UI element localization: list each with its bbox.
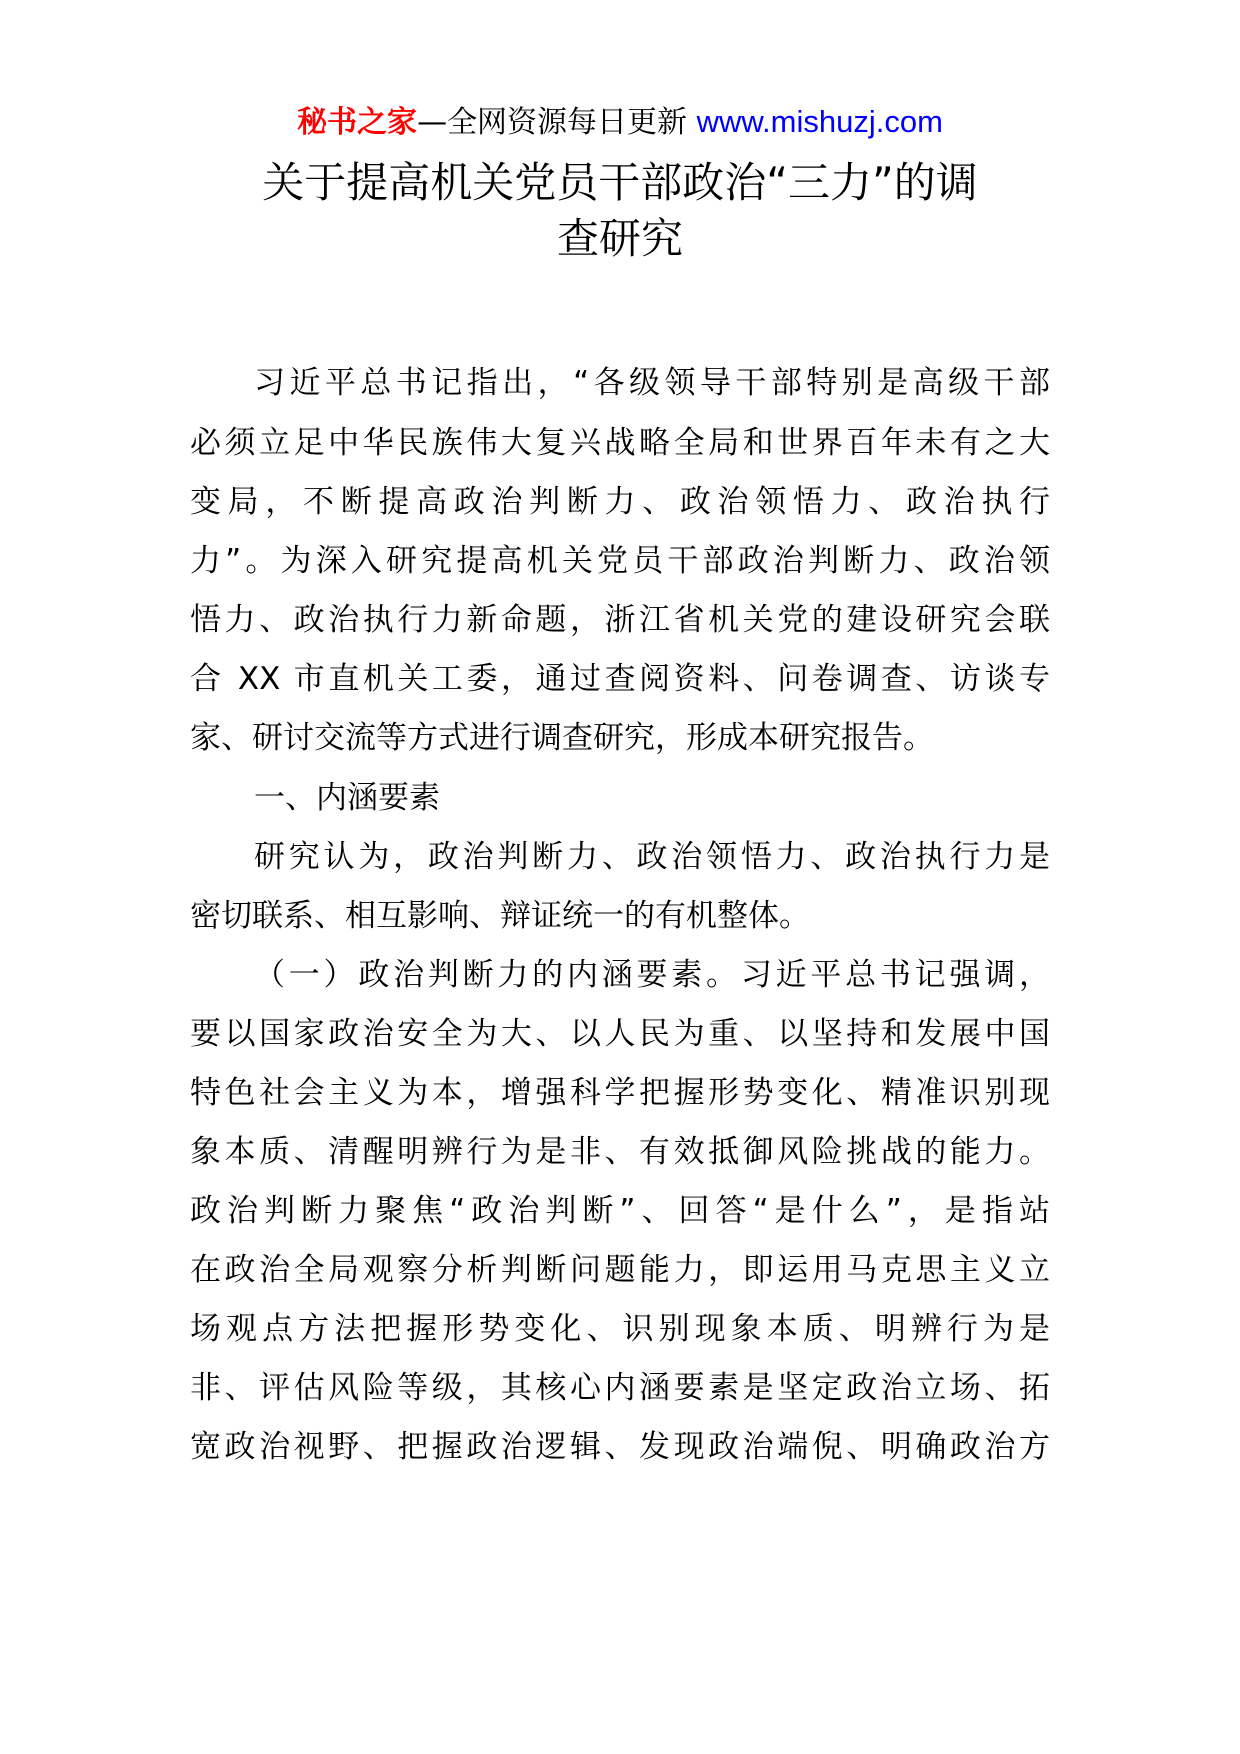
paragraph-3-line: 象本质、清醒明辨行为是非、有效抵御风险挑战的能力。	[190, 1134, 1050, 1170]
paragraph-1-line: 合 XX 市直机关工委，通过查阅资料、问卷调查、访谈专	[190, 661, 1050, 697]
paragraph-1-line: 家、研讨交流等方式进行调查研究，形成本研究报告。	[190, 720, 934, 756]
paragraph-3-line: 宽政治视野、把握政治逻辑、发现政治端倪、明确政治方	[190, 1429, 1050, 1465]
paragraph-3-line: 在政治全局观察分析判断问题能力，即运用马克思主义立	[190, 1252, 1050, 1288]
watermark-banner	[0, 100, 1240, 145]
paragraph-3-line: 非、评估风险等级，其核心内涵要素是坚定政治立场、拓	[190, 1370, 1050, 1406]
paragraph-2-line: 研究认为，政治判断力、政治领悟力、政治执行力是	[254, 839, 1050, 875]
paragraph-1-line: 力”。为深入研究提高机关党员干部政治判断力、政治领	[190, 543, 1050, 579]
paragraph-1-line: 习近平总书记指出，“各级领导干部特别是高级干部	[254, 365, 1050, 401]
paragraph-3-line: 场观点方法把握形势变化、识别现象本质、明辨行为是	[190, 1311, 1050, 1347]
paragraph-3-line: 要以国家政治安全为大、以人民为重、以坚持和发展中国	[190, 1016, 1050, 1052]
paragraph-1-line: 必须立足中华民族伟大复兴战略全局和世界百年未有之大	[190, 425, 1050, 461]
paragraph-3-line: （一）政治判断力的内涵要素。习近平总书记强调，	[254, 957, 1050, 993]
paragraph-1-line: 悟力、政治执行力新命题，浙江省机关党的建设研究会联	[190, 602, 1050, 638]
section-heading: 一、内涵要素	[254, 780, 440, 816]
paragraph-2-line: 密切联系、相互影响、辩证统一的有机整体。	[190, 898, 810, 934]
document-title-line-1: 关于提高机关党员干部政治“三力”的调	[262, 158, 978, 207]
document-title-line-2: 查研究	[556, 214, 683, 263]
paragraph-3-line: 政治判断力聚焦“政治判断”、回答“是什么”，是指站	[190, 1193, 1050, 1229]
brand-name: 秘书之家	[297, 105, 418, 140]
banner-url-link[interactable]: www.mishuzj.com	[696, 104, 943, 139]
banner-tagline: —全网资源每日更新	[417, 105, 688, 140]
paragraph-1-line: 变局，不断提高政治判断力、政治领悟力、政治执行	[190, 484, 1050, 520]
paragraph-3-line: 特色社会主义为本，增强科学把握形势变化、精准识别现	[190, 1075, 1050, 1111]
